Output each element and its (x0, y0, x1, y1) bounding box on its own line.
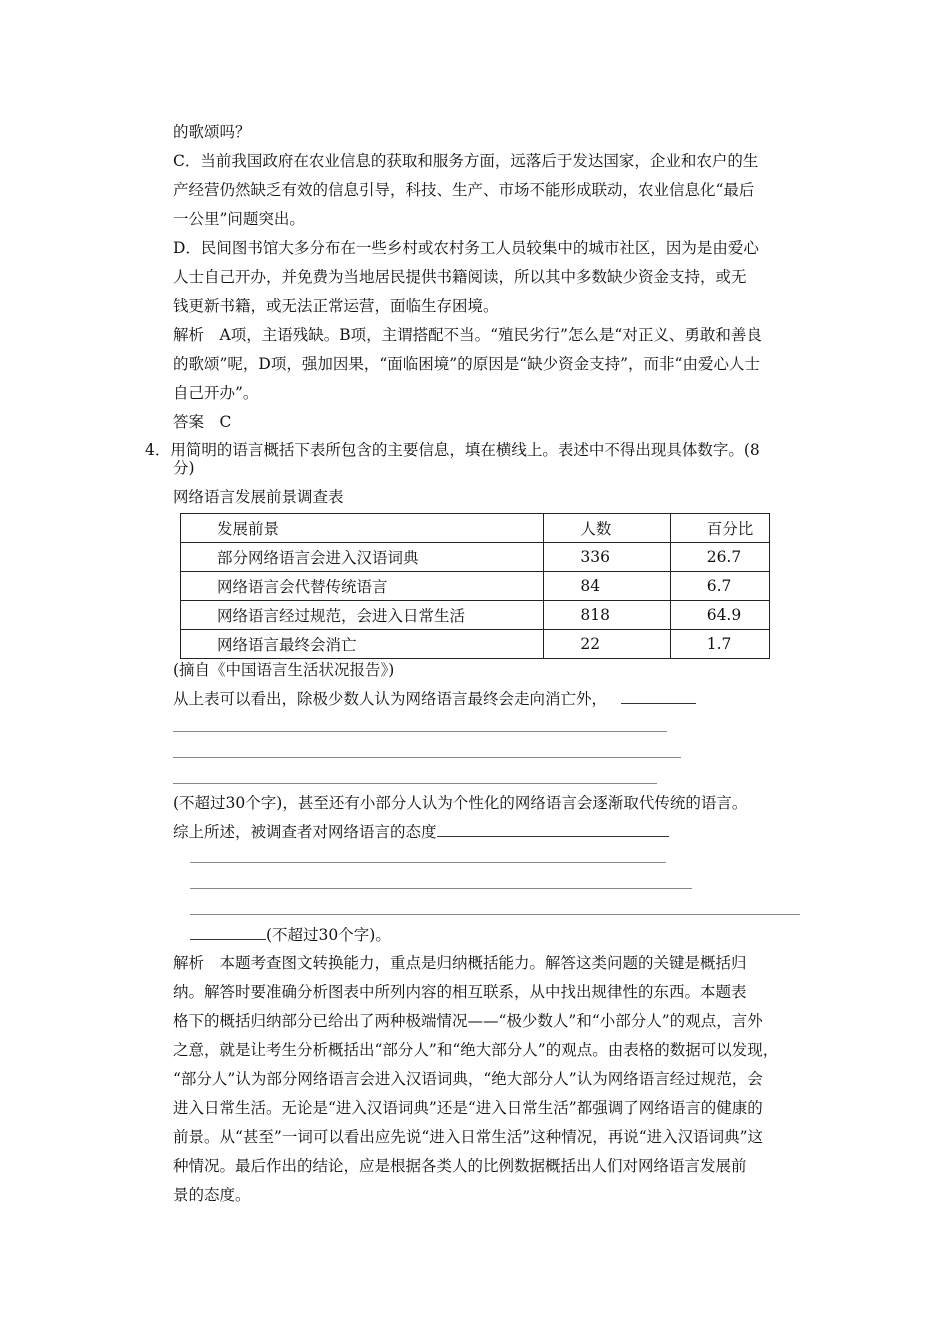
answer-blank[interactable] (437, 818, 669, 837)
answer-line-rule[interactable] (190, 914, 800, 915)
analysis-line: 解析 本题考查图文转换能力，重点是归纳概括能力。解答这类问题的关键是概括归 (173, 954, 747, 972)
table-cell: 84 (544, 572, 670, 601)
question-4-stem: 4．用简明的语言概括下表所包含的主要信息，填在横线上。表述中不得出现具体数字。(8 (145, 441, 760, 459)
answer-line-rule[interactable] (190, 888, 692, 889)
option-d-line: D．民间图书馆大多分布在一些乡村或农村务工人员较集中的城市社区，因为是由爱心 (173, 239, 759, 257)
table-header-cell: 发展前景 (181, 514, 544, 543)
text-line: 前景。从“甚至”一词可以看出应先说“进入日常生活”这种情况，再说“进入汉语词典”这 (173, 1128, 764, 1146)
table-header-row (181, 514, 770, 543)
table-cell: 网络语言经过规范，会进入日常生活 (181, 601, 544, 630)
table-cell: 部分网络语言会进入汉语词典 (181, 543, 544, 572)
text-line: 产经营仍然缺乏有效的信息引导，科技、生产、市场不能形成联动，农业信息化“最后 (173, 181, 755, 199)
table-title: 网络语言发展前景调查表 (173, 488, 344, 506)
answer-line: 答案 C (173, 413, 232, 431)
fill-sentence-1 (173, 685, 825, 714)
table-cell: 1.7 (670, 630, 769, 659)
table-header-cell: 人数 (544, 514, 670, 543)
table-cell: 网络语言最终会消亡 (181, 630, 544, 659)
fill-sentence-text: 从上表可以看出，除极少数人认为网络语言最终会走向消亡外， (173, 690, 608, 708)
text-line: “部分人”认为部分网络语言会进入汉语词典，“绝大部分人”认为网络语言经过规范，会 (173, 1070, 763, 1088)
analysis-line: 解析 A项，主语残缺。B项，主谓搭配不当。“殖民劣行”怎么是“对正义、勇敢和善良 (173, 326, 762, 344)
text-line: 自己开办”。 (173, 384, 259, 402)
table-cell: 6.7 (670, 572, 769, 601)
table-source: (摘自《中国语言生活状况报告》) (173, 661, 395, 679)
text-line: 格下的概括归纳部分已给出了两种极端情况——“极少数人”和“小部分人”的观点，言外 (173, 1012, 763, 1030)
answer-line-rule[interactable] (173, 731, 667, 732)
text-line: 人士自己开办，并免费为当地居民提供书籍阅读，所以其中多数缺少资金支持，或无 (173, 268, 747, 286)
text-line: 景的态度。 (173, 1186, 251, 1204)
survey-table (180, 513, 770, 659)
fill-sentence-3 (173, 818, 825, 847)
fill-sentence-4 (190, 921, 810, 950)
answer-line-rule[interactable] (173, 783, 657, 784)
table-cell: 336 (544, 543, 670, 572)
table-row (181, 572, 770, 601)
table-row (181, 543, 770, 572)
text-line: 钱更新书籍，或无法正常运营，面临生存困境。 (173, 297, 499, 315)
table-cell: 网络语言会代替传统语言 (181, 572, 544, 601)
text-line: 纳。解答时要准确分析图表中所列内容的相互联系，从中找出规律性的东西。本题表 (173, 983, 747, 1001)
table-header-cell: 百分比 (670, 514, 769, 543)
table-cell: 64.9 (670, 601, 769, 630)
text-line: 的歌颂”呢，D项，强加因果，“面临困境”的原因是“缺少资金支持”，而非“由爱心人士 (173, 355, 760, 373)
table-row (181, 630, 770, 659)
text-line: 种情况。最后作出的结论，应是根据各类人的比例数据概括出人们对网络语言发展前 (173, 1157, 747, 1175)
answer-line-rule[interactable] (173, 757, 681, 758)
table-cell: 818 (544, 601, 670, 630)
answer-blank[interactable] (190, 921, 266, 940)
text-line: 分) (173, 459, 195, 477)
text-line: 的歌颂吗？ (173, 123, 251, 141)
text-line: 进入日常生活。无论是“进入汉语词典”还是“进入日常生活”都强调了网络语言的健康的 (173, 1099, 763, 1117)
text-line: 一公里”问题突出。 (173, 210, 305, 228)
fill-sentence-text: 综上所述，被调查者对网络语言的态度 (173, 823, 437, 841)
table-row (181, 601, 770, 630)
table-cell: 26.7 (670, 543, 769, 572)
answer-line-rule[interactable] (190, 862, 666, 863)
answer-blank[interactable] (621, 685, 696, 704)
fill-sentence-2: (不超过30个字)，甚至还有小部分人认为个性化的网络语言会逐渐取代传统的语言。 (173, 794, 748, 812)
text-line: 之意，就是让考生分析概括出“部分人”和“绝大部分人”的观点。由表格的数据可以发现， (173, 1041, 779, 1059)
fill-sentence-text: (不超过30个字)。 (266, 926, 391, 944)
table-cell: 22 (544, 630, 670, 659)
option-c-line: C．当前我国政府在农业信息的获取和服务方面，远落后于发达国家，企业和农户的生 (173, 152, 759, 170)
